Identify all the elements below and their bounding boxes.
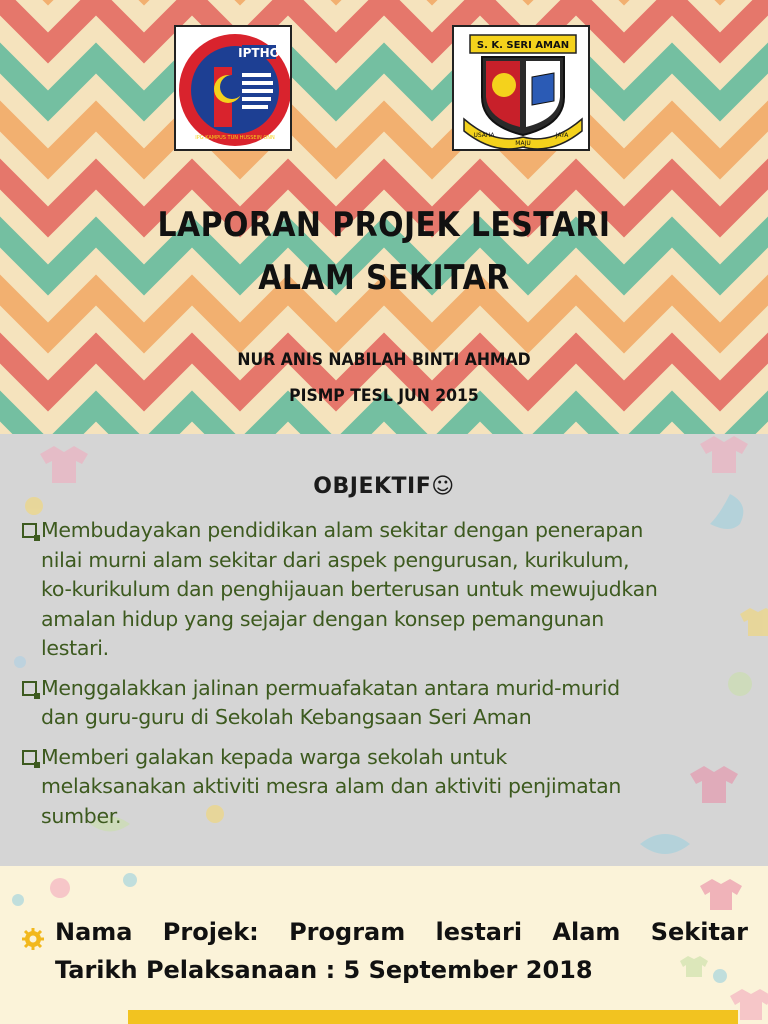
objective-line: sumber.	[41, 803, 122, 828]
objective-line: amalan hidup yang sejajar dengan konsep pemangunan	[41, 606, 604, 631]
objectives-list	[22, 516, 760, 841]
objective-item	[22, 743, 760, 832]
sk-motto-1: USAHA	[473, 132, 495, 139]
sk-motto-2: MAJU	[515, 140, 531, 147]
ipth-logo	[174, 25, 292, 151]
yellow-table-header-bar	[128, 1010, 738, 1024]
report-title-line-1: LAPORAN PROJEK LESTARI	[157, 205, 611, 245]
objectives-heading: OBJEKTIF☺	[313, 474, 455, 499]
report-title-line-2: ALAM SEKITAR	[258, 258, 510, 298]
ipth-logo-text: IPTHO	[238, 46, 280, 60]
objective-line: Menggalakkan jalinan permuafakatan antara murid-murid	[41, 675, 620, 700]
project-word: Alam	[552, 918, 621, 946]
school-crest-icon	[454, 27, 590, 151]
sk-motto-3: JAYA	[555, 132, 569, 139]
objective-item	[22, 516, 760, 664]
objective-line: melaksanakan aktiviti mesra alam dan aktiviti penjimatan	[41, 774, 622, 798]
project-info-slide	[0, 866, 768, 1024]
sk-banner-text: S. K. SERI AMAN	[476, 40, 570, 51]
program-name: PISMP TESL JUN 2015	[289, 386, 479, 406]
project-word: Nama	[55, 918, 133, 946]
project-word: Program	[289, 918, 406, 946]
objective-line: lestari.	[41, 636, 109, 660]
gear-bullet-icon	[22, 928, 44, 950]
title-slide	[0, 0, 768, 434]
implementation-date-line: Tarikh Pelaksanaan : 5 September 2018	[55, 956, 593, 984]
objective-line: dan guru-guru di Sekolah Kebangsaan Seri Aman	[41, 705, 532, 729]
checkbox-bullet-icon	[22, 750, 37, 765]
objectives-slide	[0, 434, 768, 866]
project-word: lestari	[435, 918, 523, 946]
checkbox-bullet-icon	[22, 681, 37, 696]
objective-line: nilai murni alam sekitar dari aspek pengurusan, kurikulum,	[41, 547, 630, 572]
ipth-logo-ring-text: IPG KAMPUS TUN HUSSEIN ONN	[195, 135, 275, 141]
objective-item	[22, 674, 760, 733]
ipth-emblem-icon	[176, 27, 292, 151]
project-name-line	[55, 918, 748, 946]
objective-line: ko-kurikulum dan penghijauan berterusan untuk mewujudkan	[41, 577, 658, 601]
author-name: NUR ANIS NABILAH BINTI AHMAD	[237, 350, 531, 370]
objective-line: Membudayakan pendidikan alam sekitar dengan penerapan	[41, 518, 644, 542]
objective-line: Memberi galakan kepada warga sekolah untuk	[41, 744, 507, 769]
sk-seri-aman-logo	[452, 25, 590, 151]
project-word: Sekitar	[650, 918, 748, 946]
checkbox-bullet-icon	[22, 523, 37, 538]
project-word: Projek:	[162, 918, 259, 946]
